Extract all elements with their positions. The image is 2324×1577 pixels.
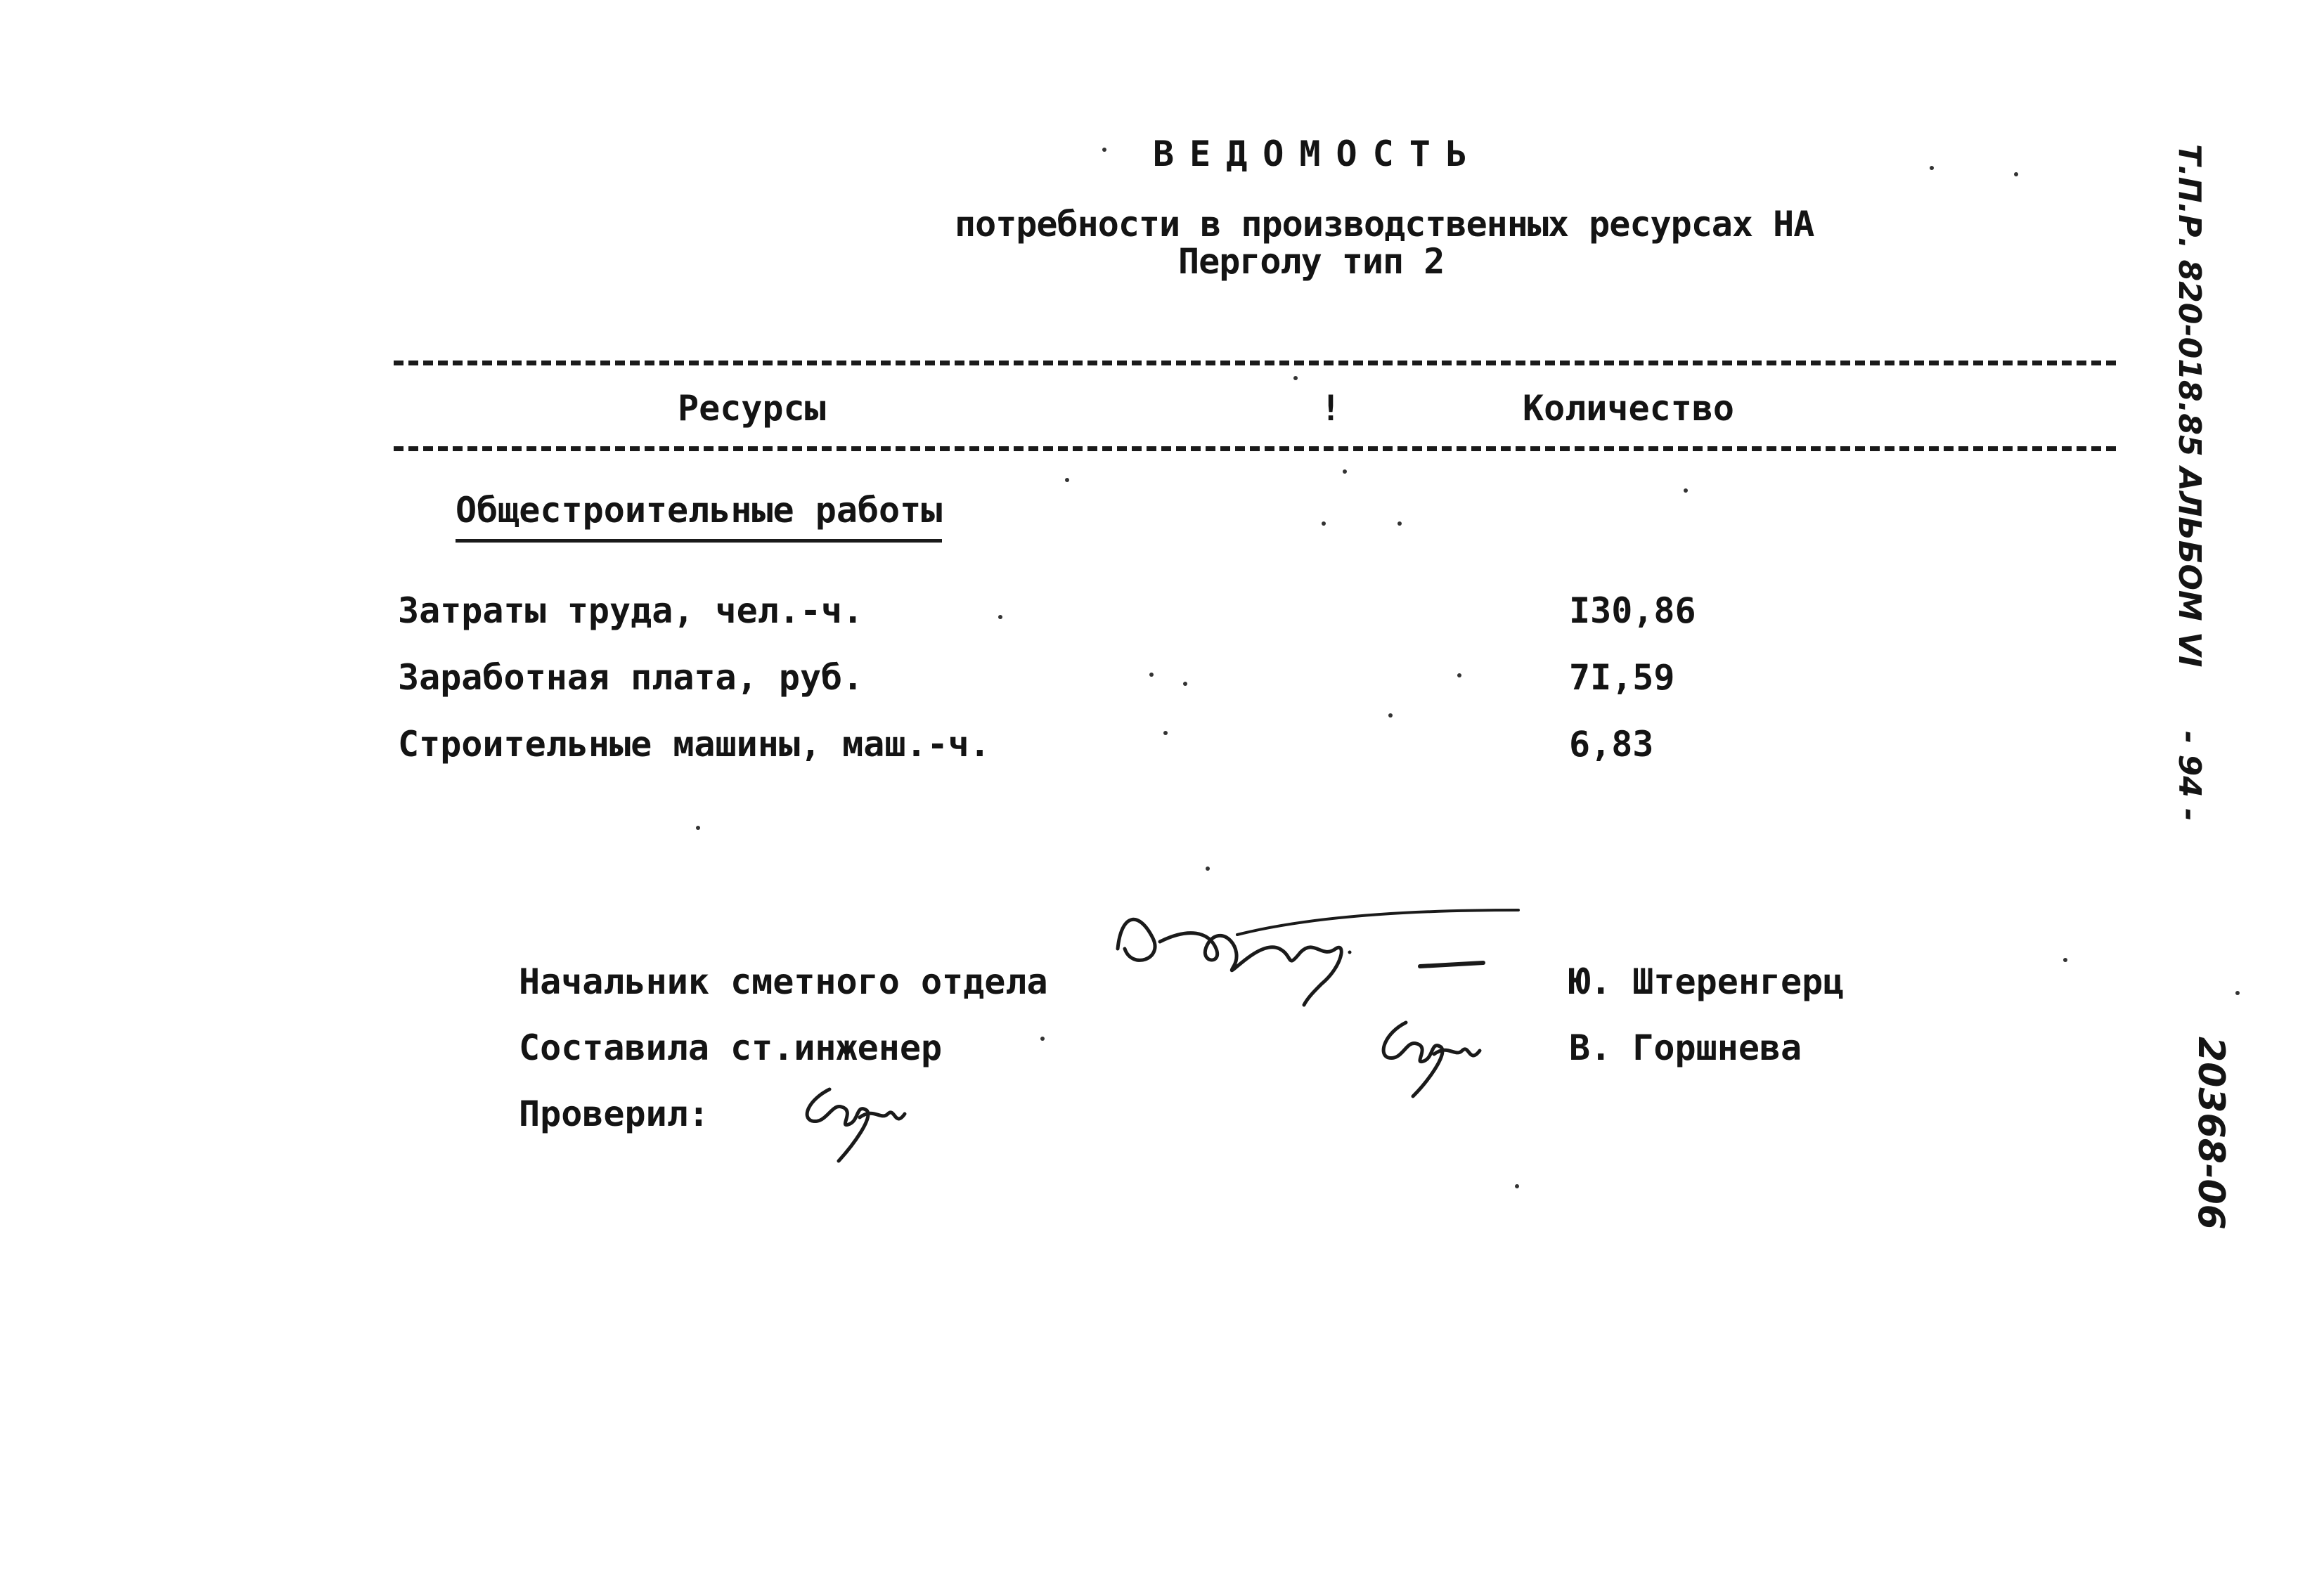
scan-speck: [1293, 376, 1298, 380]
scan-speck: [696, 826, 700, 830]
signature-name-compiler: В. Горшнева: [1569, 1027, 1802, 1068]
column-separator: !: [1320, 388, 1342, 429]
row-value-wages: 7I,59: [1569, 657, 1675, 698]
margin-page-number: - 94 -: [2171, 731, 2207, 822]
scan-speck: [1183, 682, 1187, 686]
table-header-bottom-rule: [394, 446, 2116, 451]
section-heading: Общестроительные работы: [456, 490, 942, 543]
margin-sheet-code: 20368-06: [2190, 1037, 2232, 1230]
row-label-machines: Строительные машины, маш.-ч.: [398, 724, 990, 765]
signature-role-checker: Проверил:: [519, 1093, 709, 1134]
signature-role-compiler: Составила ст.инженер: [519, 1027, 943, 1068]
handwritten-signature-chief: [1111, 900, 1532, 1012]
scan-speck: [1388, 713, 1393, 718]
column-header-quantity: Количество: [1523, 388, 1735, 429]
scan-speck: [1163, 731, 1168, 735]
scan-speck: [1065, 478, 1069, 482]
document-title: ВЕДОМОСТЬ: [1153, 134, 1483, 174]
scan-speck: [2063, 958, 2067, 962]
handwritten-signature-checker: [791, 1075, 917, 1167]
scan-speck: [1102, 148, 1106, 152]
handwritten-signature-compiler: [1364, 1012, 1490, 1103]
scan-speck: [1930, 166, 1934, 170]
scan-speck: [2014, 172, 2018, 176]
scan-speck: [1206, 867, 1210, 871]
table-top-rule: [394, 361, 2116, 365]
row-value-labor: I30,86: [1569, 590, 1696, 631]
document-subtitle-line1: потребности в производственных ресурсах НА: [955, 204, 1814, 245]
document-subtitle-line2: Перголу тип 2: [1178, 241, 1445, 282]
scan-speck: [1343, 469, 1347, 474]
scan-speck: [1397, 521, 1402, 526]
scan-speck: [1149, 673, 1154, 677]
scan-speck: [998, 615, 1002, 619]
scan-speck: [2235, 991, 2240, 995]
column-header-resources: Ресурсы: [678, 388, 826, 429]
scan-speck: [1457, 673, 1461, 677]
row-label-wages: Заработная плата, руб.: [398, 657, 864, 698]
signature-name-chief: Ю. Штеренгерц: [1569, 961, 1845, 1002]
scan-speck: [1515, 1184, 1519, 1188]
row-value-machines: 6,83: [1569, 724, 1654, 765]
margin-album-code: Т.П.Р. 820-018.85 АЛЬБОМ VI: [2171, 144, 2207, 668]
scan-speck: [1040, 1037, 1045, 1041]
row-label-labor: Затраты труда, чел.-ч.: [398, 590, 864, 631]
scan-speck: [1684, 488, 1688, 493]
scan-speck: [1322, 521, 1326, 526]
signature-role-chief: Начальник сметного отдела: [519, 961, 1048, 1002]
